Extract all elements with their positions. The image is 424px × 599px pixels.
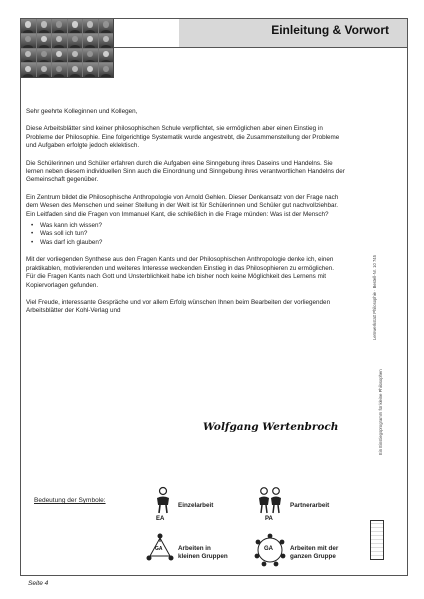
philosopher-portraits-collage	[21, 19, 114, 78]
letter-paragraph: Für die Fragen Kants nach Gott und Unsterblichkeit habe ich bisher noch keine Möglichkeit des Lernens mit Kopiervorlagen gefunden.	[26, 273, 326, 289]
letter-paragraph: Ein Zentrum bildet die Philosophische Anthropologie von Arnold Gehlen. Dieser Denkansatz von der Frage nach dem Wesen des Menschen und seiner Stellung in der Welt ist für Schülerinnen und Schüler gut nachvollziehbar.	[26, 193, 339, 210]
symbol-label: Einzelarbeit	[178, 502, 214, 509]
portrait-image	[52, 19, 67, 33]
symbol-label	[178, 545, 228, 560]
portrait-image	[83, 49, 98, 63]
portrait-image	[83, 19, 98, 33]
side-product-subtitle: Ein Einstiegsprogramm für kleine Philosophen	[378, 369, 383, 455]
list-item: • Was soll ich tun?	[36, 230, 351, 238]
portrait-image	[52, 34, 67, 48]
symbol-label-line: ganzen Gruppe	[290, 552, 336, 560]
author-signature: Wolfgang Wertenbroch	[203, 421, 339, 433]
symbol-label: Partnerarbeit	[290, 502, 330, 509]
portrait-image	[37, 49, 52, 63]
portrait-image	[68, 34, 83, 48]
symbols-legend-label: Bedeutung der Symbole:	[34, 497, 106, 504]
portrait-image	[83, 63, 98, 77]
portrait-image	[83, 34, 98, 48]
letter-paragraph: Ein Leitfaden sind die Fragen von Immanuel Kant, die schließlich in die Frage münden: Was ist der Mensch?	[26, 210, 329, 218]
portrait-image	[52, 63, 67, 77]
portrait-image	[99, 63, 114, 77]
kant-questions-list	[26, 222, 351, 247]
portrait-image	[37, 19, 52, 33]
symbol-code: PA	[265, 516, 273, 522]
symbol-code: GA	[264, 546, 273, 552]
single-person-icon	[153, 486, 173, 514]
legend-item-einzelarbeit	[150, 486, 176, 526]
portrait-image	[21, 49, 36, 63]
portrait-image	[99, 19, 114, 33]
portrait-image	[37, 63, 52, 77]
symbol-label-line: kleinen Gruppen	[178, 552, 228, 560]
portrait-image	[37, 34, 52, 48]
page-number: Seite 4	[28, 580, 49, 587]
portrait-image	[68, 49, 83, 63]
letter-paragraph: Mit der vorliegenden Synthese aus den Fragen Kants und der Philosophischen Anthropologie denke ich, einen praktikablen, motivierenden und weiteres Interesse weckenden Einstieg in das Philosophieren zu ermöglichen.	[26, 256, 335, 272]
portrait-image	[21, 63, 36, 77]
list-item: • Was kann ich wissen?	[36, 222, 351, 230]
letter-body	[26, 108, 351, 325]
portrait-image	[21, 19, 36, 33]
legend-item-partnerarbeit	[256, 486, 286, 526]
side-product-info: Lernwerkstatt Philosophie · Bestell-Nr. 10 745	[372, 255, 377, 340]
portrait-image	[68, 19, 83, 33]
symbol-label	[290, 545, 338, 560]
symbol-code: EA	[156, 516, 165, 522]
portrait-image	[21, 34, 36, 48]
page-title: Einleitung & Vorwort	[271, 23, 389, 37]
list-item: • Was darf ich glauben?	[36, 239, 351, 247]
symbol-label-line: Arbeiten in	[178, 545, 211, 552]
legend-item-kleine-gruppen	[145, 532, 175, 566]
two-persons-icon	[256, 486, 284, 514]
letter-paragraph: Viel Freude, interessante Gespräche und vor allem Erfolg wünschen Ihnen beim Bearbeiten der vorliegenden Arbeitsblätter der Kohl-Verlag und	[26, 298, 331, 315]
portrait-image	[99, 34, 114, 48]
symbol-label-line: Arbeiten mit der	[290, 545, 339, 552]
publisher-logo	[370, 520, 384, 560]
legend-item-ganze-gruppe	[254, 532, 286, 570]
portrait-image	[68, 63, 83, 77]
letter-paragraph: Diese Arbeitsblätter sind keiner philosophischen Schule verpflichtet, sie ermöglichen aber einen Einstieg in Probleme der Philosophie. Eine folgerichtige Systematik wurde angestrebt, die Zusammenstellung der Probleme und Aufgaben erfolgte jedoch eklektisch.	[26, 125, 340, 150]
portrait-image	[99, 49, 114, 63]
letter-salutation: Sehr geehrte Kolleginnen und Kollegen,	[26, 108, 138, 115]
portrait-image	[52, 49, 67, 63]
symbol-code: GA	[155, 546, 163, 552]
letter-paragraph: Die Schülerinnen und Schüler erfahren durch die Aufgaben eine Sinngebung ihres Daseins und Handelns. Sie lernen neben diesem individuellen Sinn auch die Einordnung und Sinngebung ihres verantwortlichen Handelns der Gemeinschaft gegenüber.	[26, 159, 345, 184]
